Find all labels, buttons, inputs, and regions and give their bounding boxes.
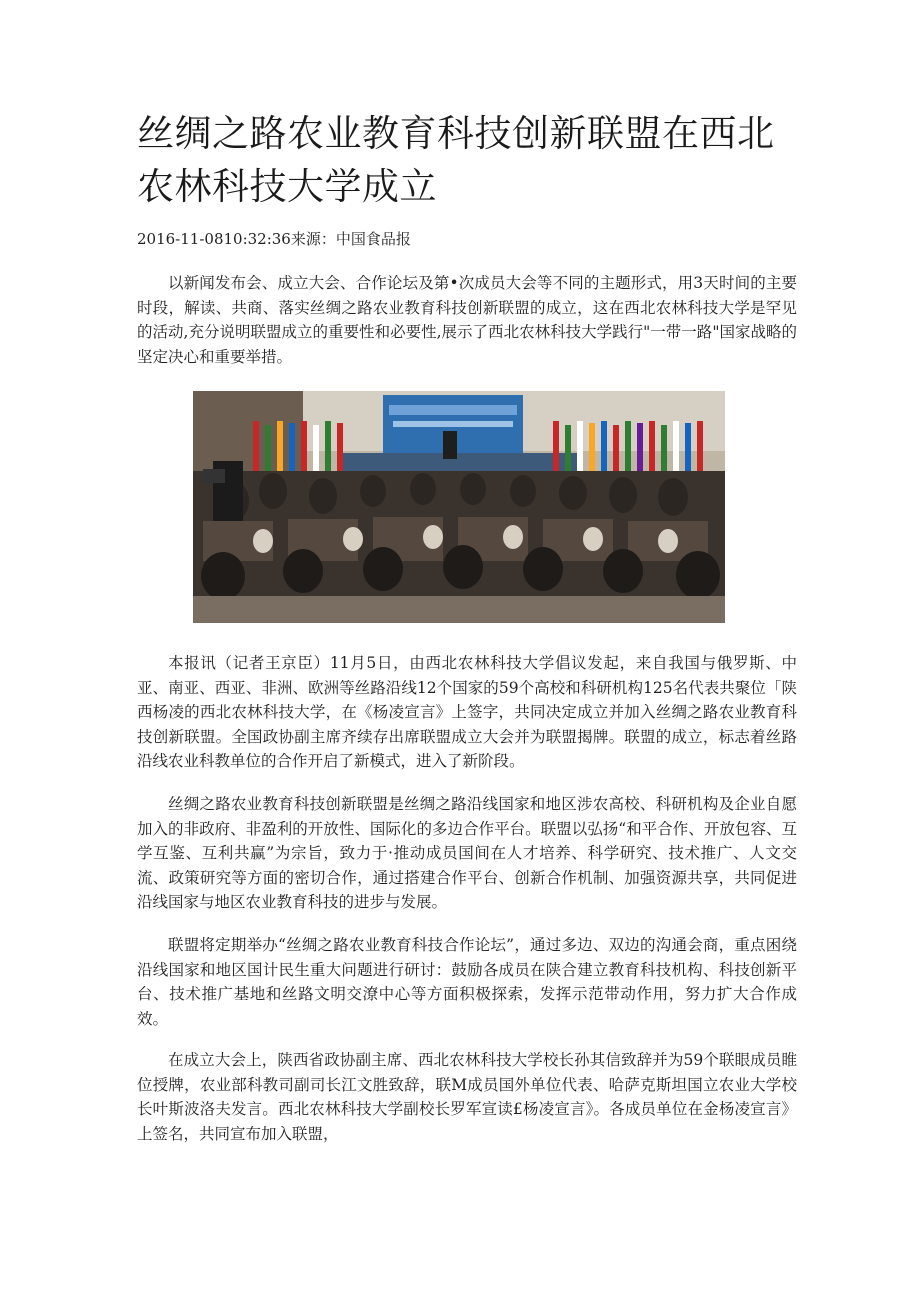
article-paragraph-4: 联盟将定期举办“丝绸之路农业教育科技合作论坛”，通过多边、双边的沟通会商，重点困绕沿线国家和地区国计民生重大问题进行研讨：鼓励各成员在陕合建立教育科技机构、科技创新平台、技术推广基地和丝路文明交潦中心等方面积极探索，发挥示范带动作用，努力扩大合作成效。 [137,936,797,1028]
article-paragraph-1: 以新闻发布会、成立大会、合作论坛及第•次成员大会等不同的主题形式，用3天时间的主要时段，解读、共商、落实丝绸之路农业教育科技创新联盟的成立，这在西北农林科技大学是罕见的活动,充分说明联盟成立的重要性和必要性,展示了西北农林科技大学践行"一带一路"国家战略的坚定决心和重要举措。 [137,274,797,366]
article-paragraph-2: 本报讯（记者王京臣）11月5日，由西北农林科技大学倡议发起，来自我国与俄罗斯、中亚、南亚、西亚、非洲、欧洲等丝路沿线12个国家的59个高校和科研机构125名代表共聚位「陕西杨凌的西北农林科技大学，在《杨凌宣言》上签字，共同决定成立并加入丝绸之路农业教育科技创新联盟。全国政协副主席齐续存出席联盟成立大会并为联盟揭牌。联盟的成立，标志着丝路沿线农业科教单位的合作开启了新模式，进入了新阶段。 [137,654,797,770]
article-paragraph-3: 丝绸之路农业教育科技创新联盟是丝绸之路沿线国家和地区涉农高校、科研机构及企业自愿加入的非政府、非盈利的开放性、国际化的多边合作平台。联盟以弘扬“和平合作、开放包容、互学互鉴、互利共赢”为宗旨，致力于·推动成员国间在人才培养、科学研究、技术推广、人文交流、政策研究等方面的密切合作，通过搭建合作平台、创新合作机制、加强资源共享，共同促进沿线国家与地区农业教育科技的进步与发展。 [137,795,797,911]
article-paragraph-5: 在成立大会上，陕西省政协副主席、西北农林科技大学校长孙其信致辞并为59个联眼成员睢位授牌，农业部科教司副司长江文胜致辞，联M成员国外单位代表、哈萨克斯坦国立农业大学校长叶斯波洛夫发言。西北农林科技大学副校长罗军宣读£杨凌宣言》。各成员单位在金杨凌宣言》上签名，共同宣布加入联盟， [137,1051,797,1143]
article-meta: 2016-11-0810:32:36来源：中国食品报 [137,230,411,248]
conference-photo-illustration [193,391,725,623]
article-title: 丝绸之路农业教育科技创新联盟在西北农林科技大学成立 [137,112,775,208]
conference-photo [193,391,725,623]
